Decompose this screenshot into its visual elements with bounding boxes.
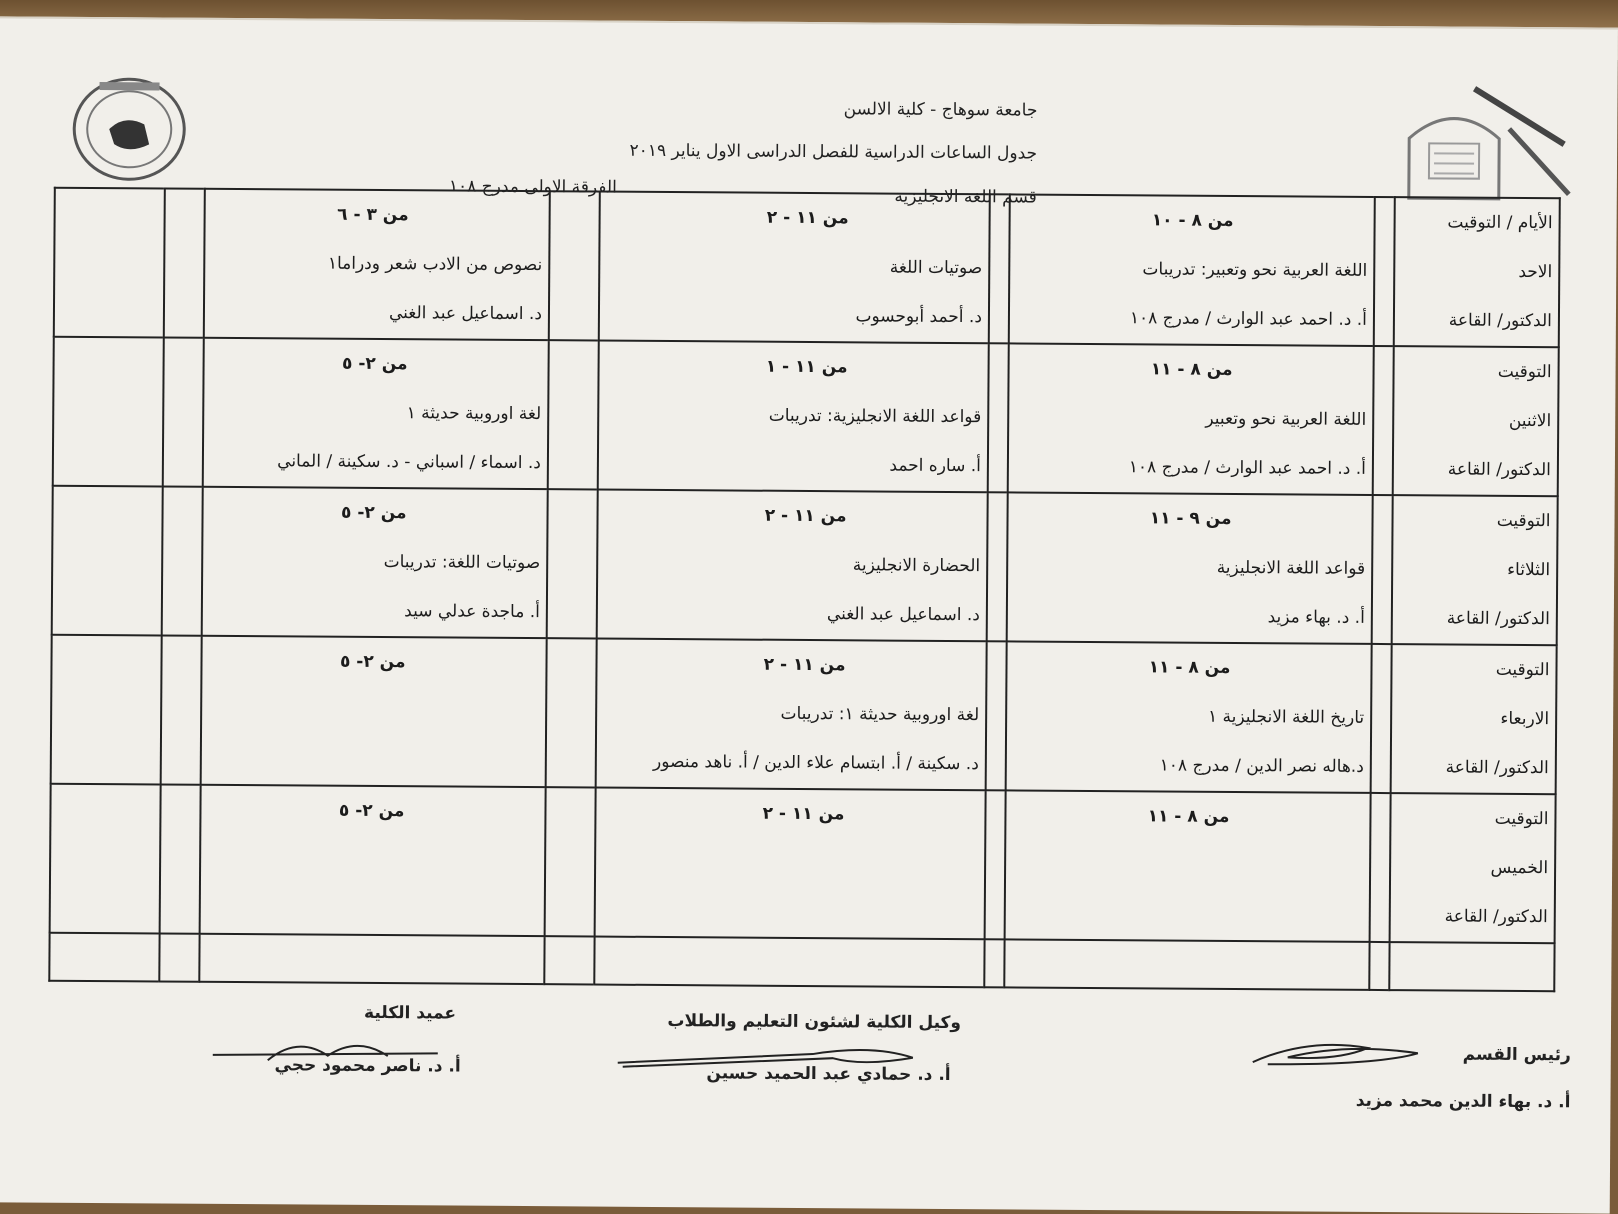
pens-icon [1469,69,1590,200]
head-title: رئيس القسم [1462,1044,1571,1066]
slot-cell [201,636,547,787]
slot-cell [597,490,988,642]
slot-doctor [596,887,984,939]
university-seal-left [69,74,190,185]
group-name: الفرقة الاولى مدرج ١٠٨ [448,176,617,198]
row-labels-cell [1393,346,1559,496]
timing-label: التوقيت [1497,361,1552,383]
slot-doctor: أ. ساره احمد [889,455,981,477]
spacer-cell [988,343,1009,492]
spacer-cell [549,191,600,340]
slot-time: من ٢- ٥ [338,800,405,822]
spacer-cell [1371,644,1392,793]
slot-cell [1008,343,1374,495]
slot-doctor: د. أحمد أبوحسوب [855,306,983,328]
department-name: قسم اللغة الانجليزية [894,186,1037,208]
slot-doctor: د.هاله نصر الدين / مدرج ١٠٨ [1159,755,1364,777]
slot-cell [204,189,550,340]
university-name: جامعة سوهاج - كلية الالسن [843,99,1038,121]
row-labels-cell [1391,644,1557,794]
timing-label: الأيام / التوقيت [1447,212,1553,234]
slot-cell [596,639,987,791]
slot-course [201,835,544,886]
spacer-cell [1370,793,1391,942]
slot-course: الحضارة الانجليزية [852,555,981,577]
day-row [52,486,1558,646]
slot-time: من ٣ - ٦ [337,204,409,226]
slot-cell [1009,194,1375,346]
spacer-cell [986,641,1007,790]
slot-time: من ١١ - ٢ [763,654,846,676]
doctor-hall-label: الدكتور/ القاعة [1447,459,1551,481]
slot-cell [595,788,986,940]
slot-cell [598,341,989,493]
spacer-cell [1374,197,1395,346]
day-name: الاحد [1518,261,1553,283]
slot-course: اللغة العربية نحو وتعبير [1205,408,1367,430]
doctor-hall-label: الدكتور/ القاعة [1448,310,1552,332]
slot-course: لغة اوروبية حديثة ١ [406,403,542,425]
empty-cell [163,338,204,487]
slot-cell [599,192,990,344]
slot-course: صوتيات اللغة: تدريبات [383,552,541,574]
empty-cell [50,784,161,934]
day-row [51,635,1557,795]
slot-course [596,838,984,890]
slot-course: نصوص من الادب شعر ودراما١ [327,253,543,276]
doctor-hall-label: الدكتور/ القاعة [1445,757,1549,779]
slot-course [202,686,545,737]
spacer-cell [987,492,1008,641]
dean-name: أ. د. ناصر محمود حجي [274,1055,461,1077]
empty-cell [53,337,164,487]
slot-course: قواعد اللغة الانجليزية: تدريبات [768,405,982,428]
empty-cell [164,189,205,338]
spacer-cell [985,790,1006,939]
schedule-sheet [0,16,1618,1213]
spacer-cell [548,340,599,489]
dean-title: عميد الكلية [364,1002,457,1024]
schedule-table [48,187,1561,993]
head-name: أ. د. بهاء الدين محمد مزيد [1355,1090,1571,1113]
day-name: الخميس [1490,857,1549,879]
slot-doctor: د. اسماء / اسباني - د. سكينة / الماني [277,451,541,474]
slot-time: من ٨ - ١١ [1147,806,1230,827]
spacer-cell [1373,346,1394,495]
spacer-cell [546,638,597,787]
spacer-cell [545,787,596,936]
slot-doctor: أ. ماجدة عدلي سيد [404,601,540,623]
timing-label: التوقيت [1496,510,1551,532]
slot-doctor: أ. د. احمد عبد الوارث / مدرج ١٠٨ [1129,308,1368,330]
slot-course: قواعد اللغة الانجليزية [1216,557,1366,579]
slot-time: من ٨ - ١١ [1150,359,1233,380]
empty-cell [52,486,163,636]
empty-cell [162,486,203,635]
slot-doctor [1006,889,1369,941]
schedule-title: جدول الساعات الدراسية للفصل الدراسى الاول يناير ٢٠١٩ [629,140,1038,164]
slot-course: لغة اوروبية حديثة ١: تدريبات [780,703,980,726]
slot-doctor [202,735,545,786]
timing-label: التوقيت [1494,808,1549,830]
day-name: الثلاثاء [1507,559,1551,581]
slot-doctor: أ. د. بهاء مزيد [1267,607,1365,628]
empty-cell [161,635,202,784]
slot-course: تاريخ اللغة الانجليزية ١ [1207,706,1365,728]
slot-time: من ١١ - ٢ [762,803,845,825]
slot-time: من ١١ - ٢ [764,505,847,527]
timing-label: التوقيت [1495,659,1550,681]
slot-time: من ١١ - ١ [765,356,848,378]
row-labels-cell [1394,197,1560,347]
slot-doctor: د. اسماعيل عبد الغني [826,604,980,626]
slot-doctor [201,884,544,935]
head-signature [1248,1032,1438,1073]
spacer-cell [547,489,598,638]
slot-cell [200,785,546,936]
slot-time: من ٢- ٥ [342,353,408,375]
slot-time: من ٨ - ١٠ [1151,210,1234,231]
slot-time: من ٢- ٥ [339,651,406,673]
slot-course: اللغة العربية نحو وتعبير: تدريبات [1142,259,1368,281]
slot-course [1006,840,1369,892]
empty-cell [54,188,165,338]
row-labels-cell [1390,793,1556,943]
slot-doctor: د. سكينة / أ. ابتسام علاء الدين / أ. ناهد منصور [653,751,979,775]
slot-cell [1007,492,1373,644]
slot-time: من ٢- ٥ [340,502,407,524]
slot-cell [202,487,548,638]
day-row [50,784,1556,944]
slot-time: من ١١ - ٢ [766,207,849,229]
spacer-cell [989,194,1010,343]
slot-cell [1006,641,1372,793]
slot-doctor: د. اسماعيل عبد الغني [388,303,543,325]
doctor-hall-label: الدكتور/ القاعة [1444,906,1548,928]
empty-cell [51,635,162,785]
day-name: الاربعاء [1500,708,1550,730]
vice-name: أ. د. حمادي عبد الحميد حسين [706,1063,951,1086]
vice-title: وكيل الكلية لشئون التعليم والطلاب [667,1011,962,1034]
day-row [53,337,1559,497]
slot-doctor: أ. د. احمد عبد الوارث / مدرج ١٠٨ [1128,457,1366,479]
empty-cell [160,784,201,933]
slot-time: من ٩ - ١١ [1149,508,1232,529]
slot-time: من ٨ - ١١ [1148,657,1231,678]
doctor-hall-label: الدكتور/ القاعة [1446,608,1550,630]
spacer-cell [1372,495,1393,644]
day-name: الاثنين [1508,410,1552,432]
table-footer-row [49,933,1554,992]
slot-cell [1005,790,1371,942]
slot-cell [203,338,549,489]
slot-course: صوتيات اللغة [889,257,983,279]
day-row [54,188,1560,348]
row-labels-cell [1392,495,1558,645]
